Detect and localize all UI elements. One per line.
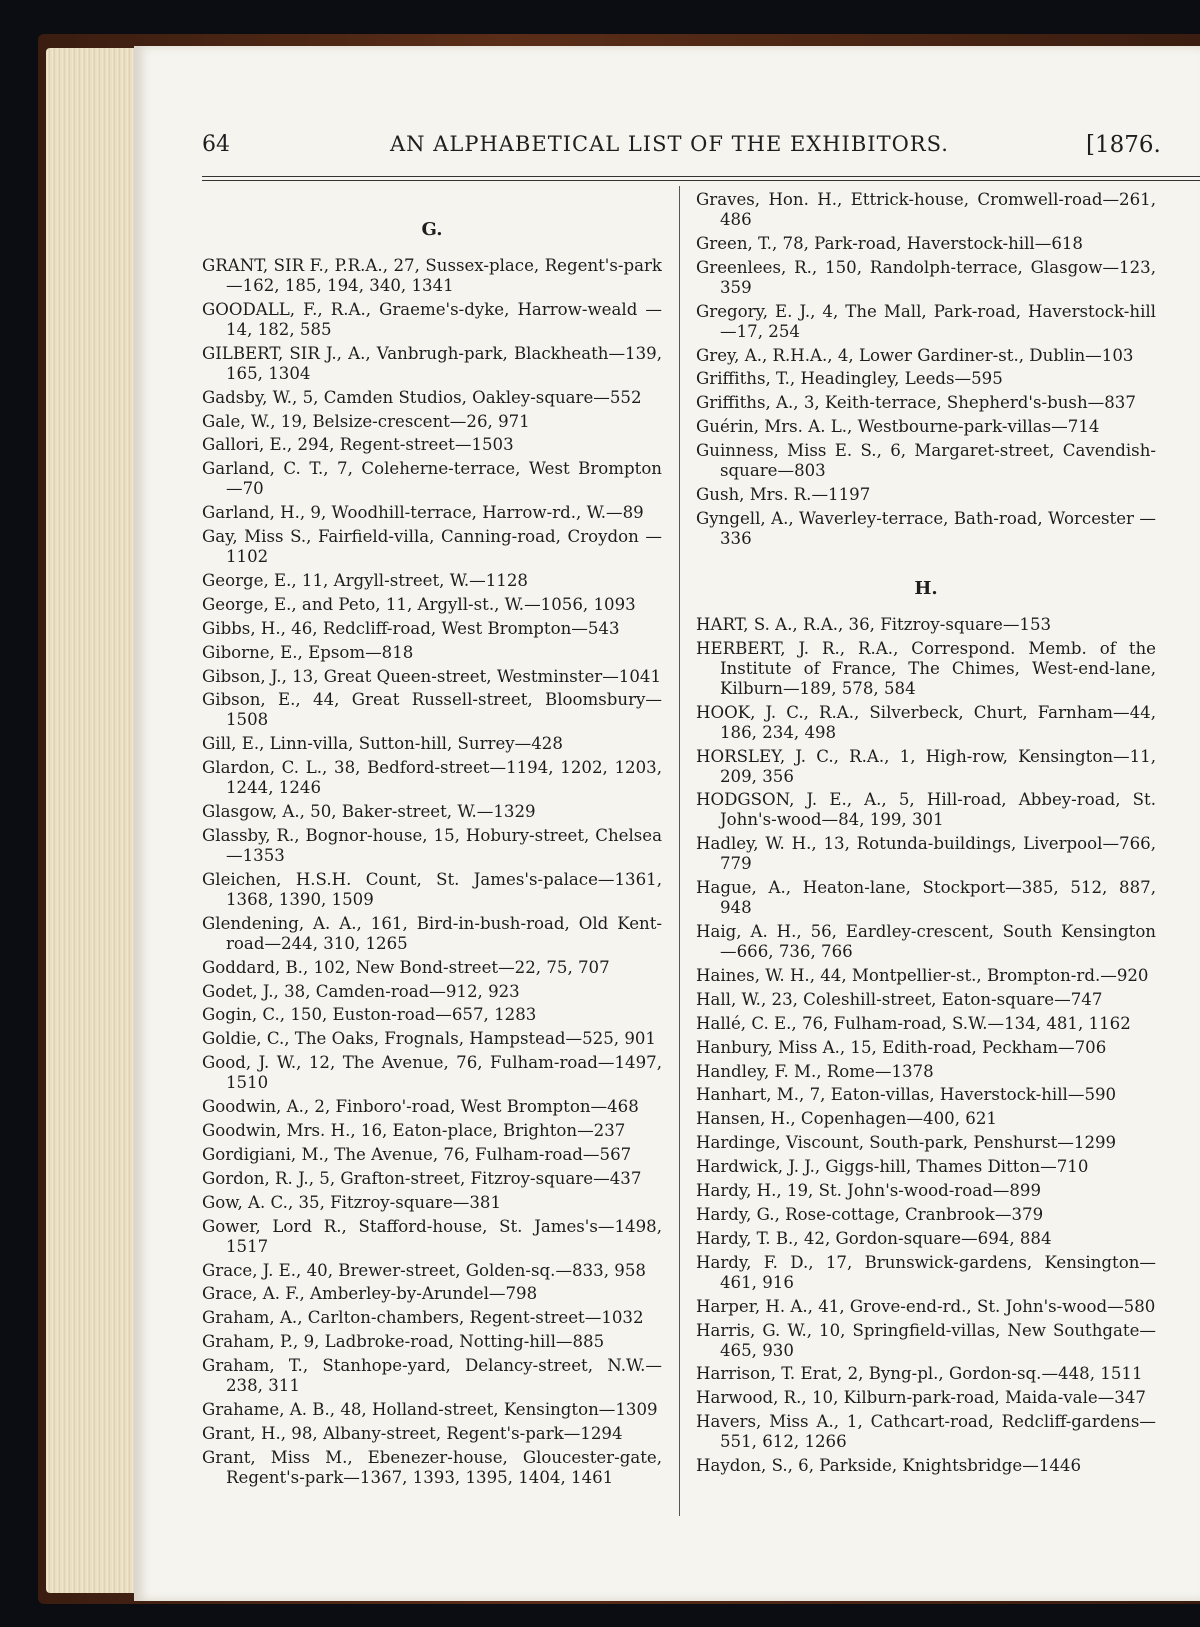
exhibitor-entry: Gordigiani, M., The Avenue, 76, Fulham-road—567 bbox=[202, 1144, 632, 1164]
h-entry-list bbox=[696, 615, 1156, 1476]
exhibitor-entry: Gyngell, A., Waverley-terrace, Bath-road, Worcester —336 bbox=[696, 508, 1156, 548]
exhibitor-entry: Gallori, E., 294, Regent-street—1503 bbox=[202, 435, 514, 455]
exhibitor-entry: Graham, P., 9, Ladbroke-road, Notting-hill—885 bbox=[202, 1332, 605, 1352]
exhibitor-entry: Hardy, G., Rose-cottage, Cranbrook—379 bbox=[696, 1204, 1044, 1224]
exhibitor-entry: Gow, A. C., 35, Fitzroy-square—381 bbox=[202, 1192, 502, 1212]
exhibitor-entry: Gush, Mrs. R.—1197 bbox=[696, 485, 871, 505]
exhibitor-entry: George, E., and Peto, 11, Argyll-st., W.—1056, 1093 bbox=[202, 594, 636, 614]
exhibitor-entry: Gibson, J., 13, Great Queen-street, Westminster—1041 bbox=[202, 666, 662, 686]
exhibitor-entry: Goodwin, Mrs. H., 16, Eaton-place, Brighton—237 bbox=[202, 1121, 626, 1141]
exhibitor-entry: Harris, G. W., 10, Springfield-villas, New Southgate—465, 930 bbox=[696, 1320, 1156, 1360]
exhibitor-entry: Hansen, H., Copenhagen—400, 621 bbox=[696, 1109, 997, 1129]
page-edges bbox=[46, 48, 138, 1593]
exhibitor-entry: Glasgow, A., 50, Baker-street, W.—1329 bbox=[202, 802, 536, 822]
exhibitor-entry: Godet, J., 38, Camden-road—912, 923 bbox=[202, 981, 520, 1001]
exhibitor-entry: Gleichen, H.S.H. Count, St. James's-palace—1361, 1368, 1390, 1509 bbox=[202, 869, 662, 909]
exhibitor-entry: Guérin, Mrs. A. L., Westbourne-park-villas—714 bbox=[696, 417, 1100, 437]
exhibitor-entry: HODGSON, J. E., A., 5, Hill-road, Abbey-road, St. John's-wood—84, 199, 301 bbox=[696, 790, 1156, 830]
exhibitor-entry: Goldie, C., The Oaks, Frognals, Hampstead—525, 901 bbox=[202, 1029, 656, 1049]
page-title: AN ALPHABETICAL LIST OF THE EXHIBITORS. bbox=[390, 132, 949, 156]
exhibitor-entry: GRANT, SIR F., P.R.A., 27, Sussex-place, Regent's-park—162, 185, 194, 340, 1341 bbox=[202, 256, 662, 295]
header-rule bbox=[202, 176, 1200, 177]
exhibitor-entry: GILBERT, SIR J., A., Vanbrugh-park, Blackheath—139, 165, 1304 bbox=[202, 343, 662, 383]
exhibitor-entry: Hallé, C. E., 76, Fulham-road, S.W.—134, 481, 1162 bbox=[696, 1013, 1131, 1033]
exhibitor-entry: Grey, A., R.H.A., 4, Lower Gardiner-st., Dublin—103 bbox=[696, 345, 1134, 365]
exhibitor-entry: Graham, T., Stanhope-yard, Delancy-street, N.W.—238, 311 bbox=[202, 1356, 662, 1396]
exhibitor-entry: Harper, H. A., 41, Grove-end-rd., St. John's-wood—580 bbox=[696, 1296, 1156, 1316]
exhibitor-entry: GOODALL, F., R.A., Graeme's-dyke, Harrow-weald —14, 182, 585 bbox=[202, 299, 662, 339]
exhibitor-entry: Gill, E., Linn-villa, Sutton-hill, Surrey—428 bbox=[202, 734, 563, 754]
exhibitor-entry: HORSLEY, J. C., R.A., 1, High-row, Kensington—11, 209, 356 bbox=[696, 746, 1156, 786]
exhibitor-entry: Harwood, R., 10, Kilburn-park-road, Maida-vale—347 bbox=[696, 1388, 1146, 1408]
exhibitor-entry: Glassby, R., Bognor-house, 15, Hobury-street, Chelsea —1353 bbox=[202, 826, 662, 866]
exhibitor-entry: Hardinge, Viscount, South-park, Penshurst—1299 bbox=[696, 1133, 1117, 1153]
exhibitor-entry: Gibbs, H., 46, Redcliff-road, West Brompton—543 bbox=[202, 618, 620, 638]
exhibitor-entry: Hardwick, J. J., Giggs-hill, Thames Ditton—710 bbox=[696, 1157, 1089, 1177]
exhibitor-entry: Giborne, E., Epsom—818 bbox=[202, 642, 414, 662]
exhibitor-entry: Good, J. W., 12, The Avenue, 76, Fulham-road—1497, 1510 bbox=[202, 1053, 662, 1093]
section-heading-h: H. bbox=[914, 577, 938, 599]
exhibitor-entry: Harrison, T. Erat, 2, Byng-pl., Gordon-sq.—448, 1511 bbox=[696, 1364, 1143, 1384]
left-column bbox=[202, 190, 662, 1492]
exhibitor-entry: Gower, Lord R., Stafford-house, St. James's—1498, 1517 bbox=[202, 1216, 662, 1256]
exhibitor-entry: HART, S. A., R.A., 36, Fitzroy-square—153 bbox=[696, 614, 1052, 634]
page-number: 64 bbox=[202, 132, 230, 157]
exhibitor-entry: Garland, C. T., 7, Coleherne-terrace, West Brompton —70 bbox=[202, 459, 662, 499]
exhibitor-entry: Griffiths, A., 3, Keith-terrace, Shepherd's-bush—837 bbox=[696, 393, 1136, 413]
exhibitor-entry: Glendening, A. A., 161, Bird-in-bush-road, Old Kent-road—244, 310, 1265 bbox=[202, 913, 662, 953]
exhibitor-entry: Hardy, F. D., 17, Brunswick-gardens, Kensington—461, 916 bbox=[696, 1252, 1156, 1292]
section-heading-g: G. bbox=[421, 219, 443, 240]
running-header bbox=[134, 132, 1200, 172]
exhibitor-entry: Gale, W., 19, Belsize-crescent—26, 971 bbox=[202, 411, 530, 431]
exhibitor-entry: Haydon, S., 6, Parkside, Knightsbridge—1446 bbox=[696, 1456, 1082, 1476]
exhibitor-entry: Grant, Miss M., Ebenezer-house, Gloucester-gate, Regent's-park—1367, 1393, 1395, 1404, 1461 bbox=[202, 1447, 662, 1487]
book-page bbox=[134, 46, 1200, 1601]
exhibitor-entry: HERBERT, J. R., R.A., Correspond. Memb. of the Institute of France, The Chimes, West-end-lane, Kilburn—189, 578, 584 bbox=[696, 638, 1156, 698]
exhibitor-entry: Greenlees, R., 150, Randolph-terrace, Glasgow—123, 359 bbox=[696, 257, 1156, 297]
header-rule-thin bbox=[202, 180, 1200, 181]
exhibitor-entry: Graham, A., Carlton-chambers, Regent-street—1032 bbox=[202, 1308, 644, 1328]
exhibitor-entry: Glardon, C. L., 38, Bedford-street—1194, 1202, 1203, 1244, 1246 bbox=[202, 758, 662, 798]
exhibitor-entry: Hall, W., 23, Coleshill-street, Eaton-square—747 bbox=[696, 989, 1103, 1009]
exhibitor-entry: Guinness, Miss E. S., 6, Margaret-street, Cavendish-square—803 bbox=[696, 441, 1156, 481]
exhibitor-entry: Gibson, E., 44, Great Russell-street, Bloomsbury—1508 bbox=[202, 690, 662, 730]
exhibitor-entry: Green, T., 78, Park-road, Haverstock-hill—618 bbox=[696, 233, 1083, 253]
exhibitor-entry: George, E., 11, Argyll-street, W.—1128 bbox=[202, 571, 528, 591]
exhibitor-entry: Graves, Hon. H., Ettrick-house, Cromwell-road—261, 486 bbox=[696, 190, 1156, 229]
exhibitor-entry: Gay, Miss S., Fairfield-villa, Canning-road, Croydon —1102 bbox=[202, 527, 662, 567]
exhibitor-entry: Hardy, H., 19, St. John's-wood-road—899 bbox=[696, 1181, 1042, 1201]
exhibitor-entry: Haines, W. H., 44, Montpellier-st., Brompton-rd.—920 bbox=[696, 966, 1149, 986]
exhibitor-entry: Grace, A. F., Amberley-by-Arundel—798 bbox=[202, 1284, 538, 1304]
exhibitor-entry: Gadsby, W., 5, Camden Studios, Oakley-square—552 bbox=[202, 387, 642, 407]
exhibitor-entry: Hadley, W. H., 13, Rotunda-buildings, Liverpool—766, 779 bbox=[696, 834, 1156, 874]
column-divider bbox=[679, 186, 680, 1516]
g-entry-list bbox=[202, 256, 662, 1488]
exhibitor-entry: Haig, A. H., 56, Eardley-crescent, South Kensington —666, 736, 766 bbox=[696, 922, 1156, 962]
exhibitor-entry: Gogin, C., 150, Euston-road—657, 1283 bbox=[202, 1005, 537, 1025]
exhibitor-entry: Gordon, R. J., 5, Grafton-street, Fitzroy-square—437 bbox=[202, 1168, 642, 1188]
exhibitor-entry: Hanbury, Miss A., 15, Edith-road, Peckham—706 bbox=[696, 1037, 1107, 1057]
g-entry-list-continued bbox=[696, 190, 1156, 549]
exhibitor-entry: HOOK, J. C., R.A., Silverbeck, Churt, Farnham—44, 186, 234, 498 bbox=[696, 702, 1156, 742]
exhibitor-entry: Grace, J. E., 40, Brewer-street, Golden-sq.—833, 958 bbox=[202, 1260, 646, 1280]
right-column bbox=[696, 190, 1156, 1480]
exhibitor-entry: Goddard, B., 102, New Bond-street—22, 75, 707 bbox=[202, 957, 610, 977]
exhibitor-entry: Gregory, E. J., 4, The Mall, Park-road, Haverstock-hill—17, 254 bbox=[696, 301, 1156, 341]
header-year: [1876. bbox=[1086, 132, 1161, 158]
exhibitor-entry: Goodwin, A., 2, Finboro'-road, West Brompton—468 bbox=[202, 1097, 639, 1117]
exhibitor-entry: Grahame, A. B., 48, Holland-street, Kensington—1309 bbox=[202, 1399, 658, 1419]
exhibitor-entry: Handley, F. M., Rome—1378 bbox=[696, 1061, 934, 1081]
exhibitor-entry: Grant, H., 98, Albany-street, Regent's-park—1294 bbox=[202, 1423, 623, 1443]
exhibitor-entry: Griffiths, T., Headingley, Leeds—595 bbox=[696, 369, 1003, 389]
exhibitor-entry: Hanhart, M., 7, Eaton-villas, Haverstock-hill—590 bbox=[696, 1085, 1117, 1105]
exhibitor-entry: Havers, Miss A., 1, Cathcart-road, Redcliff-gardens—551, 612, 1266 bbox=[696, 1412, 1156, 1452]
exhibitor-entry: Garland, H., 9, Woodhill-terrace, Harrow-rd., W.—89 bbox=[202, 503, 644, 523]
exhibitor-entry: Hague, A., Heaton-lane, Stockport—385, 512, 887, 948 bbox=[696, 878, 1156, 918]
exhibitor-entry: Hardy, T. B., 42, Gordon-square—694, 884 bbox=[696, 1228, 1052, 1248]
